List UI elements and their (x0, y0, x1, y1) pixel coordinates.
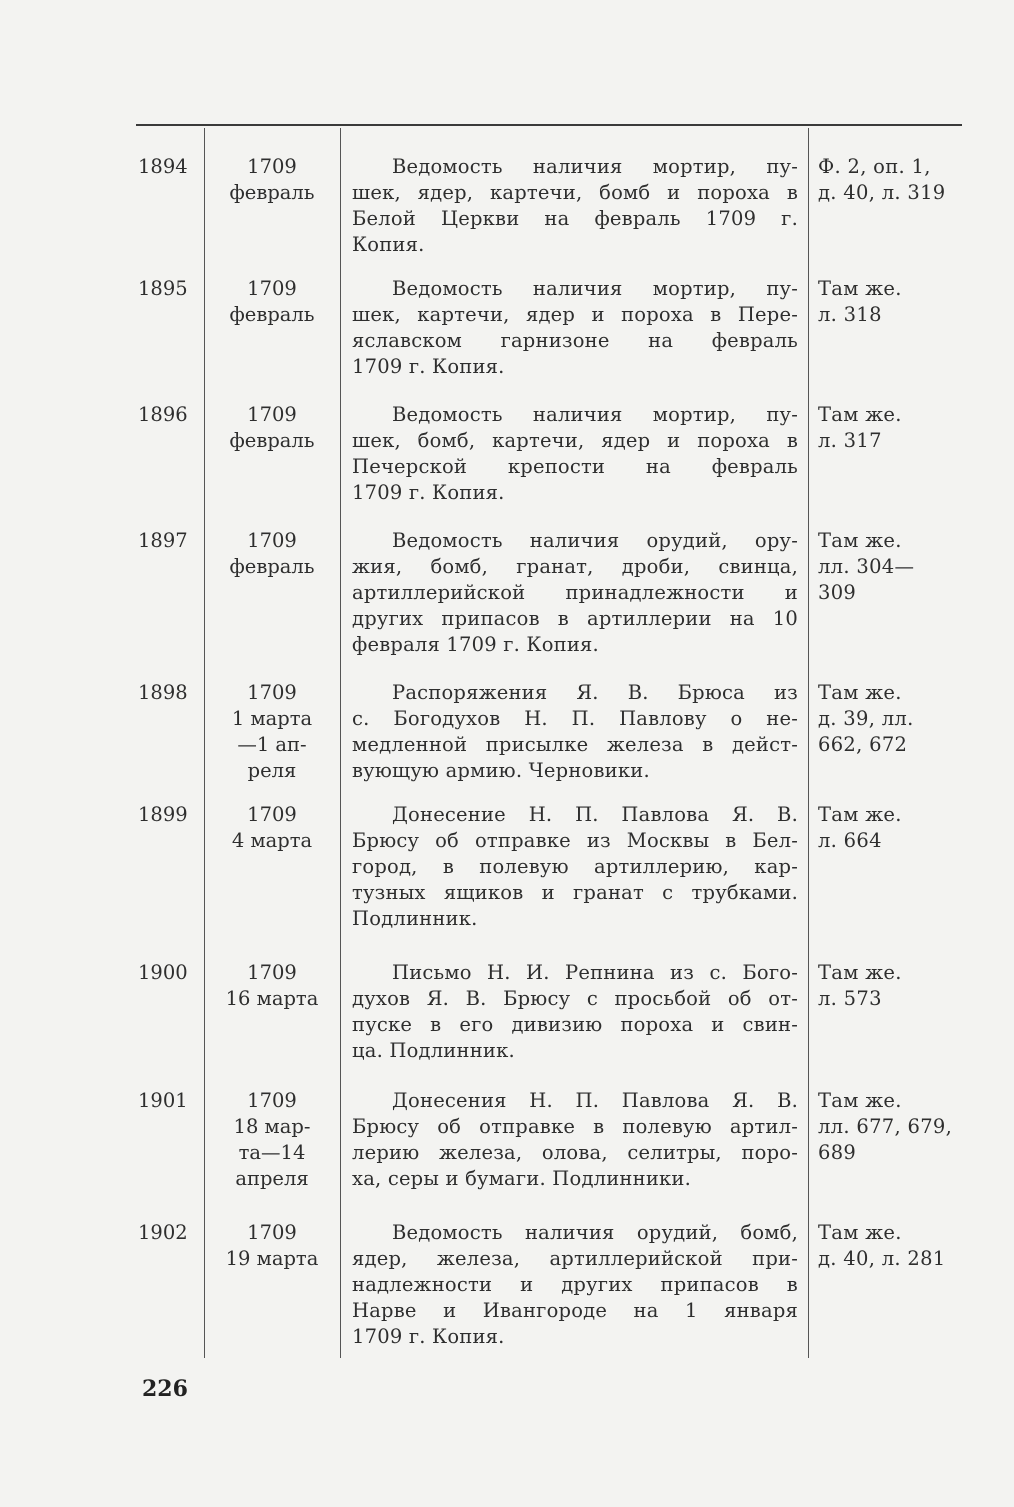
description-line: Распоряжения Я. В. Брюса из (392, 681, 798, 704)
column-divider (340, 128, 341, 1358)
description-line: шек, ядер, картечи, бомб и пороха в (352, 181, 798, 204)
description-line: медленной присылке железа в дейст- (352, 733, 798, 756)
entry-number: 1899 (138, 803, 188, 826)
archive-reference: Там же. л. 664 (818, 803, 902, 852)
page-number: 226 (142, 1376, 188, 1402)
entry-date: 1709 1 марта —1 ап- реля (231, 681, 313, 782)
description-line: яславском гарнизоне на февраль (352, 329, 798, 352)
entry-date: 1709 16 марта (225, 961, 319, 1010)
description-line: 1709 г. Копия. (352, 355, 505, 378)
entry-date: 1709 19 марта (225, 1221, 319, 1270)
entry-number: 1902 (138, 1221, 188, 1244)
entry-description (352, 276, 798, 380)
description-line: Печерской крепости на февраль (352, 455, 798, 478)
entry-date: 1709 4 марта (231, 803, 313, 852)
description-line: Брюсу об отправке из Москвы в Бел- (352, 829, 798, 852)
entry-number: 1896 (138, 403, 188, 426)
entry-date: 1709 февраль (229, 277, 315, 326)
description-line: надлежности и других припасов в (352, 1273, 798, 1296)
entry-number: 1900 (138, 961, 188, 984)
top-rule (136, 124, 962, 126)
archive-reference: Там же. л. 573 (818, 961, 902, 1010)
description-line: 1709 г. Копия. (352, 1325, 505, 1348)
entry-date: 1709 февраль (229, 403, 315, 452)
description-line: духов Я. В. Брюсу с просьбой об от- (352, 987, 798, 1010)
description-line: ца. Подлинник. (352, 1039, 515, 1062)
entry-description (352, 1220, 798, 1350)
archive-reference: Там же. лл. 304— 309 (818, 529, 915, 604)
entry-description (352, 1088, 798, 1192)
description-line: ха, серы и бумаги. Подлинники. (352, 1167, 692, 1190)
archive-reference: Там же. д. 39, лл. 662, 672 (818, 681, 914, 756)
description-line: город, в полевую артиллерию, кар- (352, 855, 798, 878)
description-line: лерию железа, олова, селитры, поро- (352, 1141, 798, 1164)
archive-reference: Там же. л. 317 (818, 403, 902, 452)
column-divider (204, 128, 205, 1358)
description-line: Донесение Н. П. Павлова Я. В. (392, 803, 798, 826)
description-line: Подлинник. (352, 907, 478, 930)
description-line: ядер, железа, артиллерийской при- (352, 1247, 798, 1270)
description-line: Ведомость наличия мортир, пу- (392, 277, 798, 300)
description-line: пуске в его дивизию пороха и свин- (352, 1013, 798, 1036)
description-line: февраля 1709 г. Копия. (352, 633, 599, 656)
description-line: Ведомость наличия мортир, пу- (392, 403, 798, 426)
description-line: Ведомость наличия орудий, ору- (392, 529, 798, 552)
entry-number: 1898 (138, 681, 188, 704)
entry-date: 1709 февраль (229, 529, 315, 578)
archive-reference: Там же. лл. 677, 679, 689 (818, 1089, 953, 1164)
description-line: Нарве и Ивангороде на 1 января (352, 1299, 798, 1322)
description-line: 1709 г. Копия. (352, 481, 505, 504)
description-line: Ведомость наличия орудий, бомб, (392, 1221, 798, 1244)
description-line: вующую армию. Черновики. (352, 759, 650, 782)
entry-description (352, 528, 798, 658)
entry-date: 1709 февраль (229, 155, 315, 204)
description-line: Ведомость наличия мортир, пу- (392, 155, 798, 178)
entry-description (352, 402, 798, 506)
entry-date: 1709 18 мар- та—14 апреля (233, 1089, 311, 1190)
description-line: артиллерийской принадлежности и (352, 581, 798, 604)
description-line: Брюсу об отправке в полевую артил- (352, 1115, 798, 1138)
description-line: Белой Церкви на февраль 1709 г. (352, 207, 798, 230)
column-divider (808, 128, 809, 1358)
entry-number: 1894 (138, 155, 188, 178)
description-line: шек, картечи, ядер и пороха в Пере- (352, 303, 798, 326)
entry-description (352, 680, 798, 784)
entry-description (352, 960, 798, 1064)
archive-reference: Ф. 2, оп. 1, д. 40, л. 319 (818, 155, 946, 204)
description-line: других припасов в артиллерии на 10 (352, 607, 798, 630)
archive-reference: Там же. д. 40, л. 281 (818, 1221, 946, 1270)
description-line: Письмо Н. И. Репнина из с. Бого- (392, 961, 798, 984)
entry-number: 1897 (138, 529, 188, 552)
entry-number: 1895 (138, 277, 188, 300)
entry-description (352, 154, 798, 258)
description-line: шек, бомб, картечи, ядер и пороха в (352, 429, 798, 452)
archive-reference: Там же. л. 318 (818, 277, 902, 326)
description-line: с. Богодухов Н. П. Павлову о не- (352, 707, 798, 730)
entry-description (352, 802, 798, 932)
description-line: тузных ящиков и гранат с трубками. (352, 881, 798, 904)
description-line: Донесения Н. П. Павлова Я. В. (392, 1089, 798, 1112)
entry-number: 1901 (138, 1089, 188, 1112)
description-line: жия, бомб, гранат, дроби, свинца, (352, 555, 798, 578)
description-line: Копия. (352, 233, 425, 256)
